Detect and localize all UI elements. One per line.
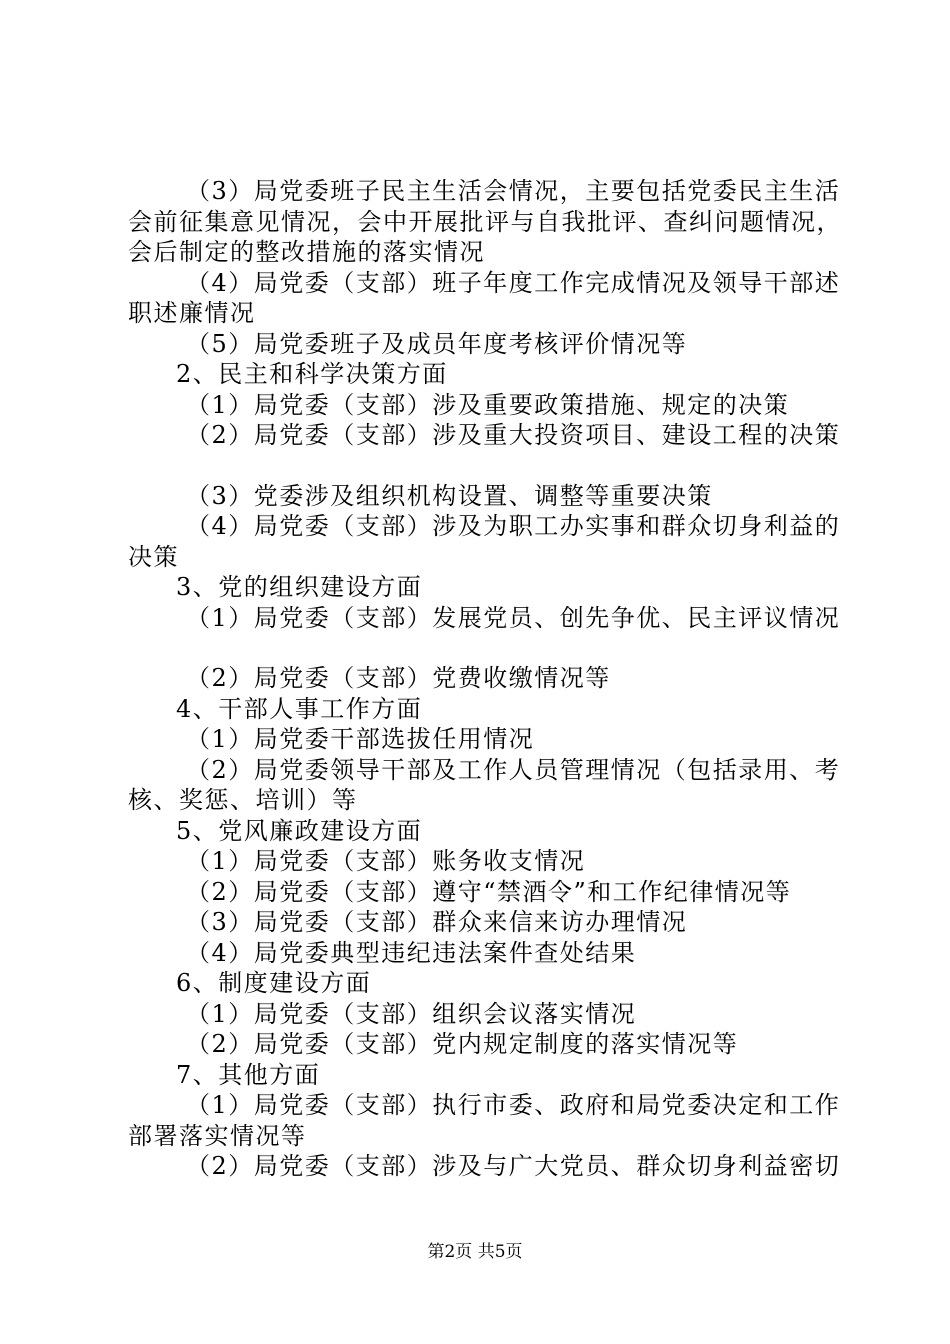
paragraph-line: （2）局党委（支部）涉及重大投资项目、建设工程的决策 [186,421,841,449]
paragraph-line: （1）局党委（支部）组织会议落实情况 [186,999,637,1028]
section-heading: 2、民主和科学决策方面 [176,360,448,388]
document-body [128,176,842,1182]
paragraph-line: 会前征集意见情况，会中开展批评与自我批评、查纠问题情况， [128,207,842,236]
paragraph-line: （5）局党委班子及成员年度考核评价情况等 [186,329,688,358]
section-heading: 7、其他方面 [176,1060,321,1089]
paragraph-line: （1）局党委（支部）账务收支情况 [186,847,586,875]
paragraph-line: （2）局党委（支部）遵守“禁酒令”和工作纪律情况等 [186,877,792,906]
paragraph-line: 职述廉情况 [128,299,256,327]
paragraph-line: （2）局党委（支部）涉及与广大党员、群众切身利益密切 [186,1152,841,1180]
paragraph-line: （1）局党委干部选拔任用情况 [186,725,535,753]
paragraph-line: （2）局党委（支部）党费收缴情况等 [186,664,611,692]
paragraph-line: （1）局党委（支部）发展党员、创先争优、民主评议情况 [186,603,841,632]
paragraph-line: （1）局党委（支部）涉及重要政策措施、规定的决策 [186,390,790,419]
section-heading: 6、制度建设方面 [176,969,372,997]
paragraph-line: （3）党委涉及组织机构设置、调整等重要决策 [186,481,713,510]
paragraph-line: 部署落实情况等 [128,1121,307,1150]
paragraph-line: （2）局党委（支部）党内规定制度的落实情况等 [186,1030,739,1058]
paragraph-line: （4）局党委（支部）涉及为职工办实事和群众切身利益的 [186,512,841,540]
paragraph-line: 会后制定的整改措施的落实情况 [128,238,485,266]
paragraph-line: （3）局党委（支部）群众来信来访办理情况 [186,908,688,936]
paragraph-line: （4）局党委典型违纪违法案件查处结果 [186,938,637,967]
section-heading: 3、党的组织建设方面 [176,573,423,601]
paragraph-line: （2）局党委领导干部及工作人员管理情况（包括录用、考 [186,755,841,784]
section-heading: 4、干部人事工作方面 [176,694,423,723]
paragraph-line: （1）局党委（支部）执行市委、政府和局党委决定和工作 [186,1091,841,1119]
blank-line [128,451,836,481]
paragraph-line: （4）局党委（支部）班子年度工作完成情况及领导干部述 [186,268,841,297]
paragraph-line: （3）局党委班子民主生活会情况，主要包括党委民主生活 [186,177,841,205]
paragraph-line: 核、奖惩、培训）等 [128,786,358,814]
section-heading: 5、党风廉政建设方面 [176,816,423,845]
paragraph-line: 决策 [128,542,179,571]
page-number-footer: 第2页 共5页 [427,1242,523,1262]
blank-line [128,633,836,663]
